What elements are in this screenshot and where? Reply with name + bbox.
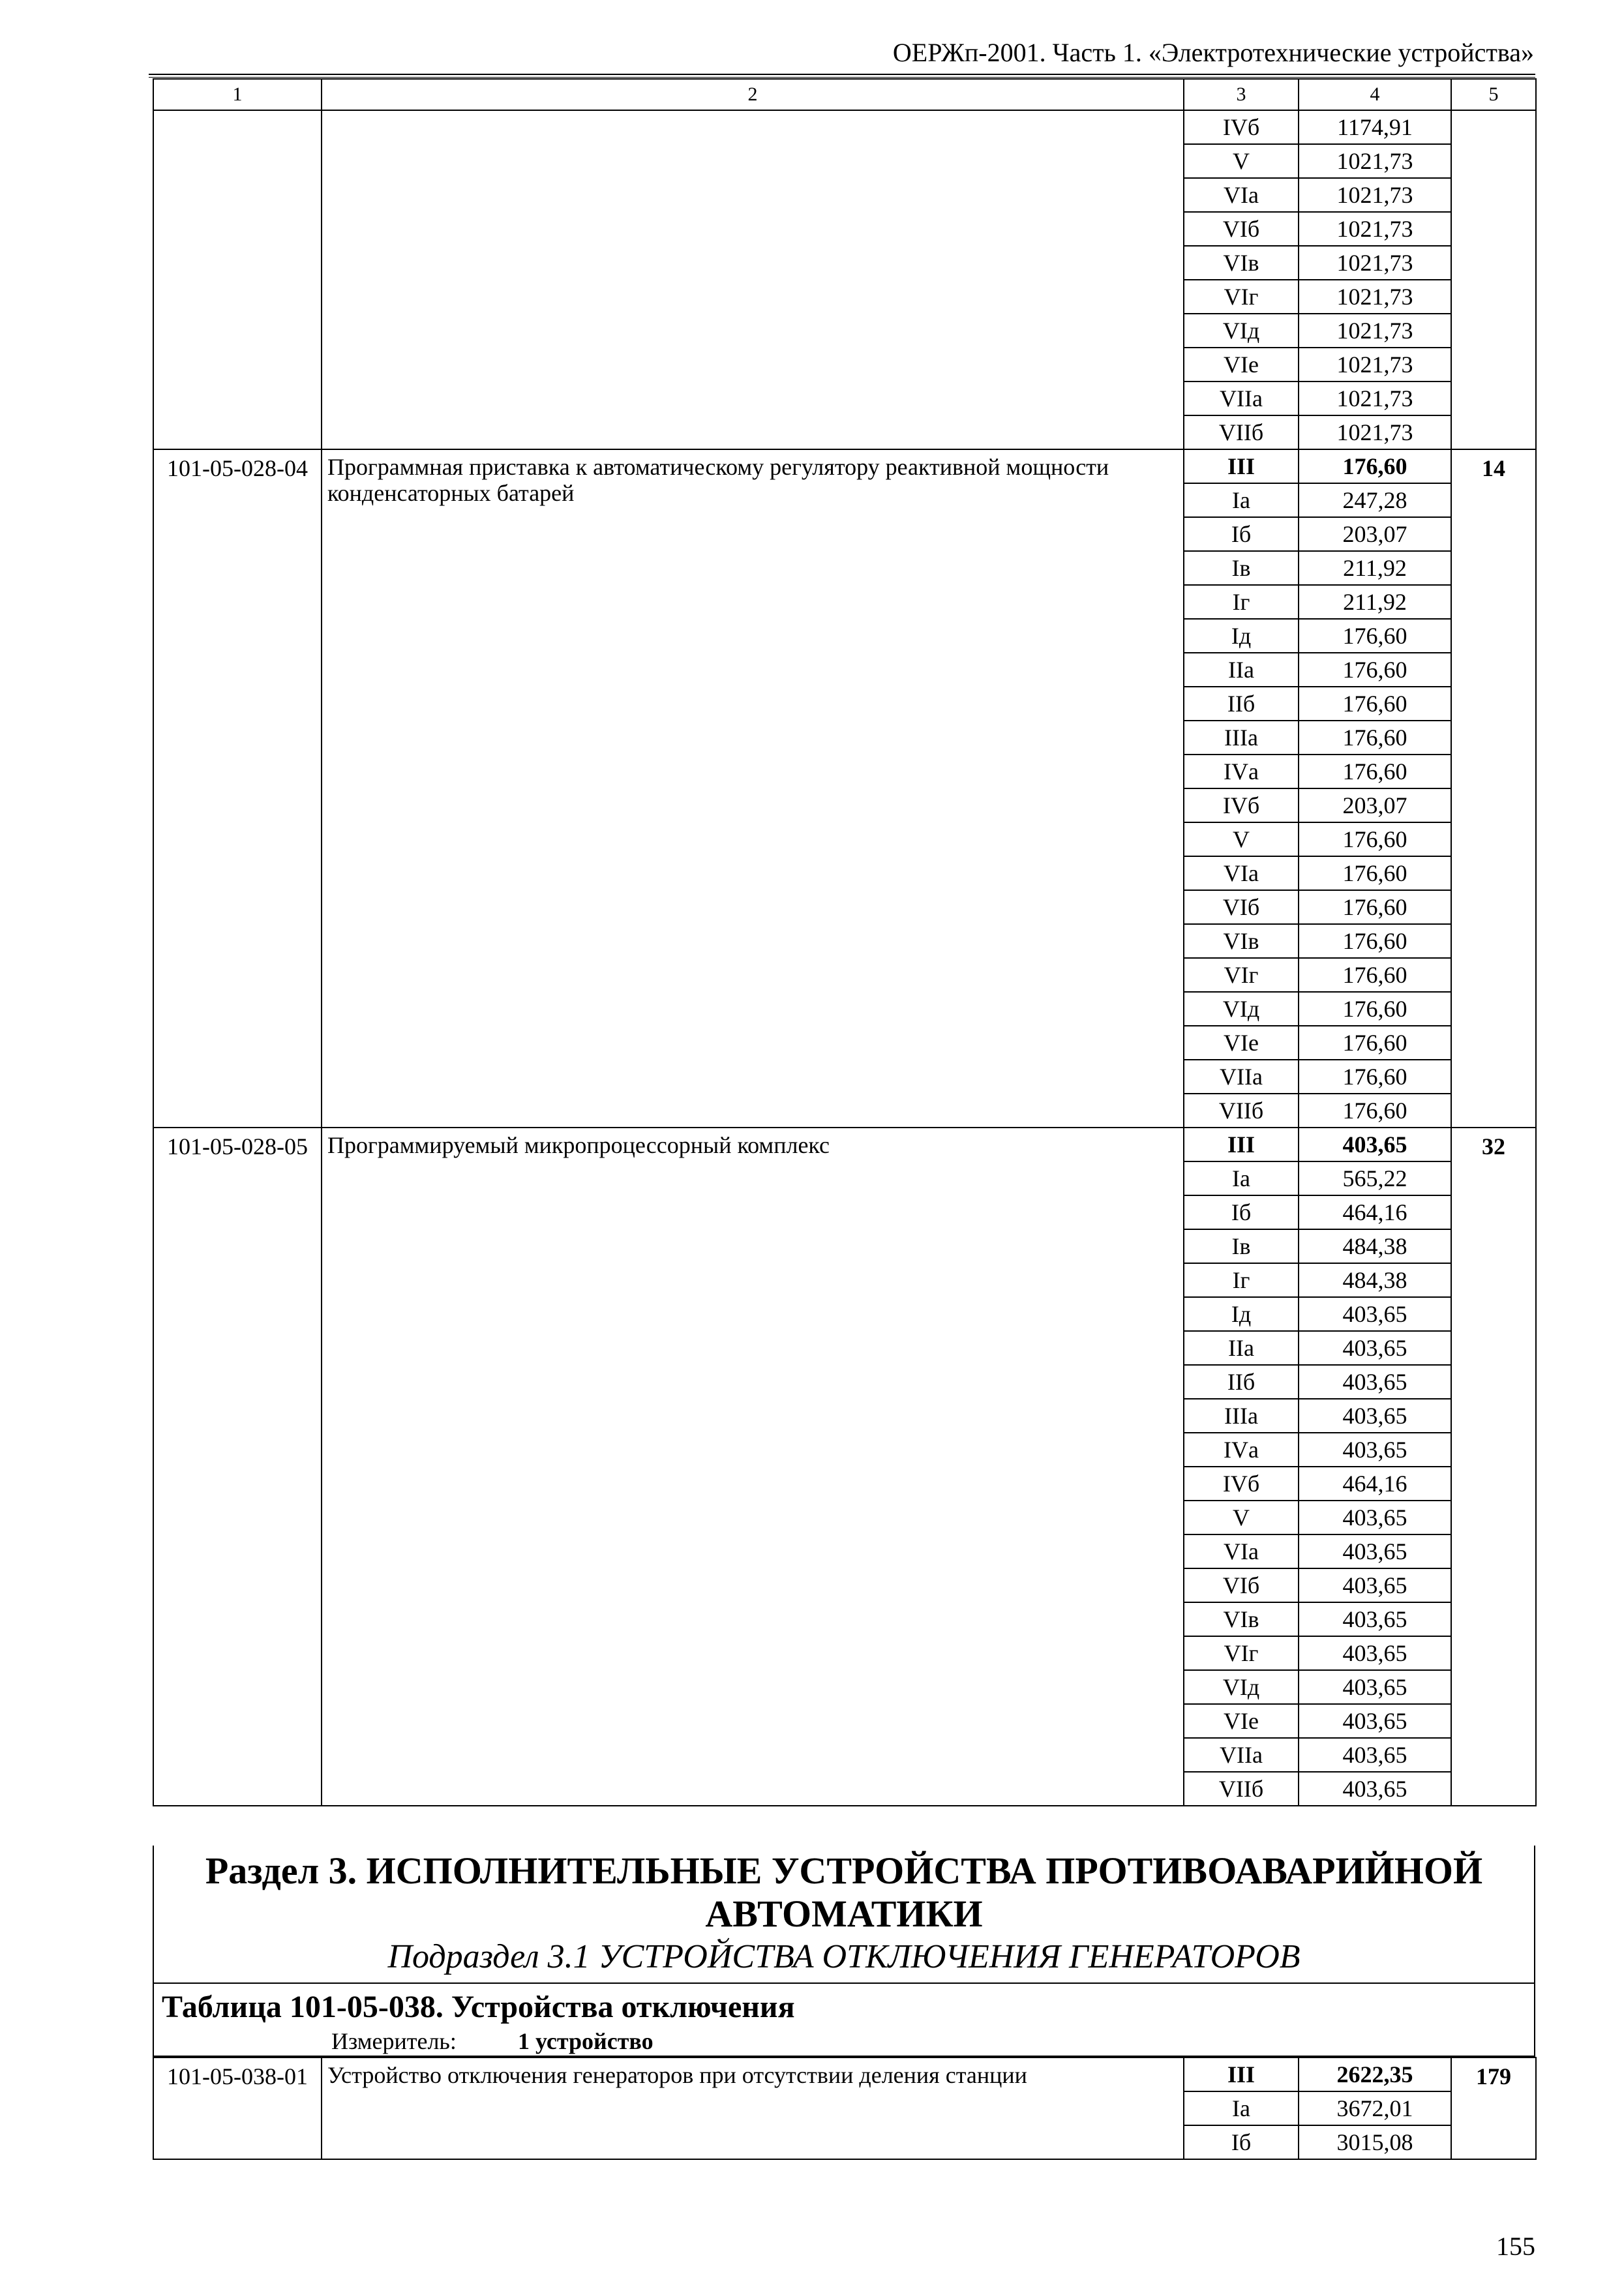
zone-class: VIд	[1184, 314, 1299, 348]
header-rule-thin	[149, 77, 1535, 78]
price-value: 1021,73	[1299, 178, 1451, 212]
table-heading	[153, 1984, 1535, 2057]
subsection-title: Подраздел 3.1 УСТРОЙСТВА ОТКЛЮЧЕНИЯ ГЕНЕРАТОРОВ	[387, 1938, 1301, 1975]
price-value: 1021,73	[1299, 144, 1451, 178]
price-value: 176,60	[1299, 958, 1451, 992]
zone-class: Iд	[1184, 619, 1299, 653]
column-number: 1	[153, 79, 322, 110]
price-value: 1021,73	[1299, 415, 1451, 449]
continued-count	[1451, 110, 1536, 449]
price-value: 176,60	[1299, 687, 1451, 721]
price-value: 403,65	[1299, 1568, 1451, 1602]
price-value: 1021,73	[1299, 382, 1451, 415]
price-value: 176,60	[1299, 856, 1451, 890]
zone-class: VIг	[1184, 958, 1299, 992]
price-value: 176,60	[1299, 822, 1451, 856]
column-number: 5	[1451, 79, 1536, 110]
price-value: 1021,73	[1299, 314, 1451, 348]
price-value: 176,60	[1299, 449, 1451, 483]
item-count: 14	[1451, 449, 1536, 1128]
price-table	[153, 78, 1537, 1806]
price-value: 1174,91	[1299, 110, 1451, 144]
zone-class: VIв	[1184, 246, 1299, 280]
zone-class: IIб	[1184, 1365, 1299, 1399]
continued-code	[153, 110, 322, 449]
price-value: 403,65	[1299, 1738, 1451, 1772]
zone-class: Iа	[1184, 1161, 1299, 1195]
zone-class: VIд	[1184, 992, 1299, 1026]
zone-class: VIе	[1184, 1704, 1299, 1738]
price-value: 403,65	[1299, 1433, 1451, 1467]
zone-class: III	[1184, 1128, 1299, 1161]
zone-class: VIIб	[1184, 1772, 1299, 1806]
item-code: 101-05-038-01	[153, 2057, 322, 2159]
price-value: 2622,35	[1299, 2057, 1451, 2091]
price-value: 565,22	[1299, 1161, 1451, 1195]
zone-class: VIб	[1184, 1568, 1299, 1602]
column-number: 4	[1299, 79, 1451, 110]
item-count: 179	[1451, 2057, 1536, 2159]
zone-class: IIа	[1184, 653, 1299, 687]
price-value: 403,65	[1299, 1636, 1451, 1670]
price-value: 1021,73	[1299, 246, 1451, 280]
price-value: 176,60	[1299, 653, 1451, 687]
price-value: 403,65	[1299, 1670, 1451, 1704]
zone-class: III	[1184, 449, 1299, 483]
price-value: 176,60	[1299, 619, 1451, 653]
zone-class: Iв	[1184, 551, 1299, 585]
zone-class: IVб	[1184, 1467, 1299, 1501]
zone-class: VIIа	[1184, 1060, 1299, 1094]
price-value: 211,92	[1299, 551, 1451, 585]
zone-class: IVб	[1184, 110, 1299, 144]
zone-class: IVб	[1184, 788, 1299, 822]
zone-class: Iб	[1184, 1195, 1299, 1229]
zone-class: Iд	[1184, 1297, 1299, 1331]
item-code: 101-05-028-04	[153, 449, 322, 1128]
price-value: 176,60	[1299, 721, 1451, 755]
price-value: 403,65	[1299, 1772, 1451, 1806]
zone-class: VIа	[1184, 856, 1299, 890]
price-value: 176,60	[1299, 1060, 1451, 1094]
item-description: Программная приставка к автоматическому регулятору реактивной мощности конденсаторных батарей	[322, 449, 1184, 1128]
zone-class: III	[1184, 2057, 1299, 2091]
zone-class: Iа	[1184, 2091, 1299, 2125]
zone-class: VIа	[1184, 1534, 1299, 1568]
column-number: 2	[322, 79, 1184, 110]
zone-class: VIIа	[1184, 382, 1299, 415]
zone-class: VIв	[1184, 1602, 1299, 1636]
price-value: 211,92	[1299, 585, 1451, 619]
item-count: 32	[1451, 1128, 1536, 1806]
running-header: ОЕРЖп-2001. Часть 1. «Электротехнические устройства»	[892, 38, 1534, 67]
item-description: Устройство отключения генераторов при отсутствии деления станции	[322, 2057, 1184, 2159]
column-number-row	[153, 79, 1536, 110]
table-row	[153, 1128, 1536, 1161]
zone-class: IVа	[1184, 755, 1299, 788]
item-description: Программируемый микропроцессорный комплекс	[322, 1128, 1184, 1806]
zone-class: Iг	[1184, 1263, 1299, 1297]
price-value: 1021,73	[1299, 280, 1451, 314]
zone-class: IIIа	[1184, 721, 1299, 755]
zone-class: VIе	[1184, 1026, 1299, 1060]
price-value: 464,16	[1299, 1467, 1451, 1501]
price-value: 403,65	[1299, 1331, 1451, 1365]
price-value: 403,65	[1299, 1399, 1451, 1433]
zone-class: VIг	[1184, 1636, 1299, 1670]
price-table-2	[153, 2057, 1537, 2160]
zone-class: VIIа	[1184, 1738, 1299, 1772]
column-number: 3	[1184, 79, 1299, 110]
zone-class: IIIа	[1184, 1399, 1299, 1433]
table-row	[153, 449, 1536, 483]
zone-class: IIа	[1184, 1331, 1299, 1365]
zone-class: VIа	[1184, 178, 1299, 212]
zone-class: V	[1184, 1501, 1299, 1534]
zone-class: V	[1184, 144, 1299, 178]
price-value: 403,65	[1299, 1128, 1451, 1161]
zone-class: VIIб	[1184, 1094, 1299, 1128]
price-value: 176,60	[1299, 924, 1451, 958]
price-value: 176,60	[1299, 1094, 1451, 1128]
zone-class: Iб	[1184, 2125, 1299, 2159]
price-value: 247,28	[1299, 483, 1451, 517]
price-value: 203,07	[1299, 788, 1451, 822]
price-value: 3672,01	[1299, 2091, 1451, 2125]
zone-class: VIб	[1184, 890, 1299, 924]
zone-class: Iв	[1184, 1229, 1299, 1263]
page-number: 155	[1496, 2232, 1535, 2261]
header-rule	[149, 74, 1535, 75]
price-value: 176,60	[1299, 1026, 1451, 1060]
item-code: 101-05-028-05	[153, 1128, 322, 1806]
price-value: 403,65	[1299, 1501, 1451, 1534]
zone-class: V	[1184, 822, 1299, 856]
price-value: 3015,08	[1299, 2125, 1451, 2159]
price-value: 403,65	[1299, 1534, 1451, 1568]
zone-class: VIб	[1184, 212, 1299, 246]
price-value: 403,65	[1299, 1365, 1451, 1399]
zone-class: VIIб	[1184, 415, 1299, 449]
price-value: 176,60	[1299, 992, 1451, 1026]
table-title: Таблица 101-05-038. Устройства отключения	[162, 1990, 795, 2024]
zone-class: VIг	[1184, 280, 1299, 314]
price-value: 403,65	[1299, 1297, 1451, 1331]
table-row	[153, 110, 1536, 144]
price-value: 176,60	[1299, 890, 1451, 924]
continued-description	[322, 110, 1184, 449]
price-value: 484,38	[1299, 1263, 1451, 1297]
measure-label: Измеритель:	[331, 2028, 457, 2054]
price-value: 403,65	[1299, 1704, 1451, 1738]
table-row	[153, 2057, 1536, 2091]
zone-class: VIд	[1184, 1670, 1299, 1704]
zone-class: VIв	[1184, 924, 1299, 958]
price-value: 464,16	[1299, 1195, 1451, 1229]
price-value: 203,07	[1299, 517, 1451, 551]
price-value: 403,65	[1299, 1602, 1451, 1636]
price-value: 1021,73	[1299, 348, 1451, 382]
section-heading	[153, 1846, 1535, 1984]
measure-value: 1 устройство	[518, 2028, 654, 2054]
price-value: 484,38	[1299, 1229, 1451, 1263]
zone-class: Iа	[1184, 483, 1299, 517]
zone-class: Iб	[1184, 517, 1299, 551]
zone-class: VIе	[1184, 348, 1299, 382]
price-value: 1021,73	[1299, 212, 1451, 246]
zone-class: IVа	[1184, 1433, 1299, 1467]
zone-class: Iг	[1184, 585, 1299, 619]
zone-class: IIб	[1184, 687, 1299, 721]
price-value: 176,60	[1299, 755, 1451, 788]
section-title: Раздел 3. ИСПОЛНИТЕЛЬНЫЕ УСТРОЙСТВА ПРОТИВОАВАРИЙНОЙ АВТОМАТИКИ	[205, 1849, 1483, 1935]
